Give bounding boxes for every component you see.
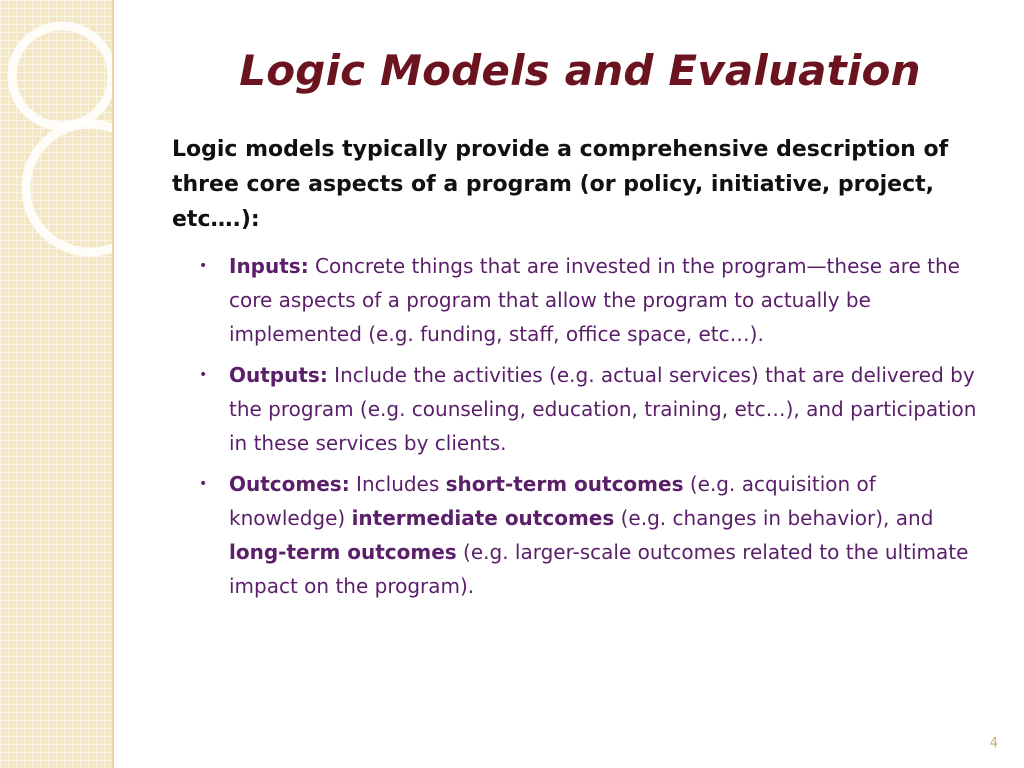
bullet-text: (e.g. changes in behavior), and (614, 506, 934, 530)
decorative-circles-icon (0, 0, 112, 768)
bullet-list (196, 249, 992, 610)
page-number: 4 (989, 736, 998, 751)
bullet-label: Outputs: (229, 363, 328, 387)
bullet-text: Includes (349, 472, 446, 496)
slide-title: Logic Models and Evaluation (239, 46, 921, 95)
decorative-side-panel (0, 0, 112, 768)
bullet-text: Concrete things that are invested in the program—these are the core aspects of a program that allow the program to actually be implemented (e.g. funding, staff, office space, etc…). (229, 254, 960, 346)
bullet-outcomes (196, 467, 992, 603)
bullet-dot-icon: • (199, 476, 208, 492)
intro-paragraph: Logic models typically provide a comprehensive description of three core aspects of a program (or policy, initiative, project, etc….): (172, 137, 949, 232)
side-panel-edge (112, 0, 114, 768)
bullet-outputs (196, 358, 992, 460)
bullet-text: Include the activities (e.g. actual services) that are delivered by the program (e.g. counseling, education, training, etc…), and participation in these services by clients. (229, 363, 977, 455)
bullet-inputs (196, 249, 992, 351)
bullet-label: Outcomes: (229, 472, 350, 496)
bullet-dot-icon: • (199, 367, 208, 383)
bullet-emphasis: long-term outcomes (229, 540, 457, 564)
bullet-dot-icon: • (199, 258, 208, 274)
bullet-label: Inputs: (229, 254, 309, 278)
bullet-emphasis: short-term outcomes (445, 472, 684, 496)
bullet-text: (e.g. larger-scale outcomes related to the ultimate impact on the program). (229, 540, 969, 598)
bullet-text: (e.g. acquisition of knowledge) (229, 472, 876, 530)
bullet-emphasis: intermediate outcomes (351, 506, 615, 530)
